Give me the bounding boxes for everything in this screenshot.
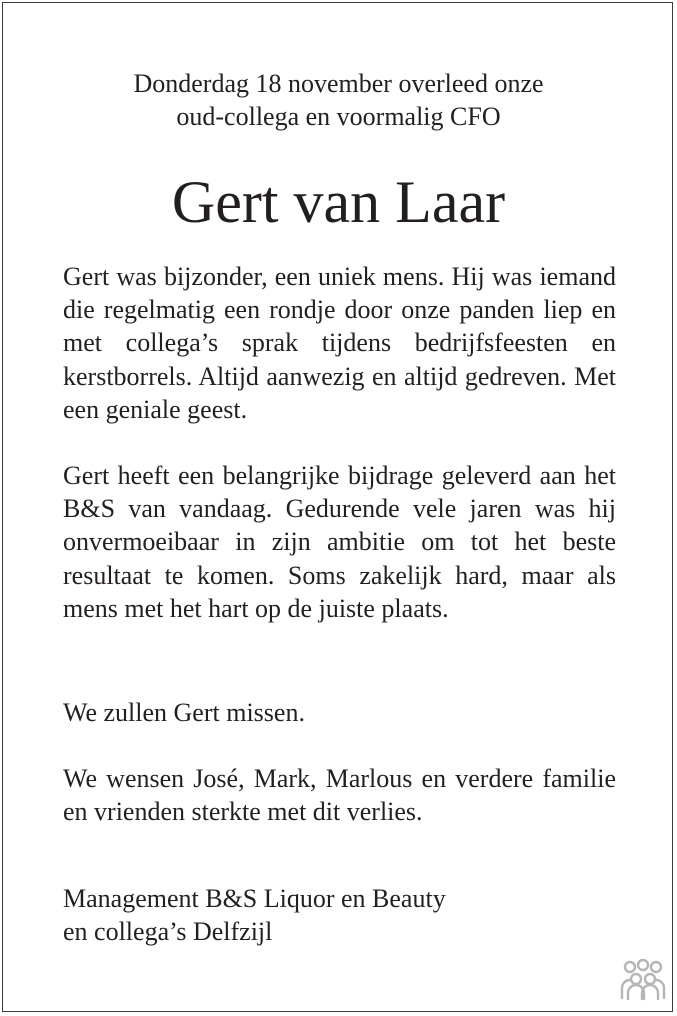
paragraph-tribute: Gert was bijzonder, een uniek mens. Hij was iemand die regelmatig een rondje door onze panden liep en met collega’s sprak tijdens bedrijfsfeesten en kerstborrels. Altijd aanwezig en altijd gedreven. Met een geniale geest. [63,262,616,424]
signature [63,882,616,948]
people-group-icon [618,958,668,1002]
intro-line-1: Donderdag 18 november overleed onze [133,69,544,98]
paragraph-missing: We zullen Gert missen. [63,698,305,727]
signature-line-2: en collega’s Delfzijl [63,917,273,946]
notice-intro [0,67,677,133]
paragraph-contribution: Gert heeft een belangrijke bijdrage geleverd aan het B&S van vandaag. Gedurende vele jaren was hij onvermoeibaar in zijn ambitie om tot het beste resultaat te komen. Soms zakelijk hard, maar als mens met het hart op de juiste plaats. [63,461,616,623]
intro-line-2: oud-collega en voormalig CFO [176,102,501,131]
signature-line-1: Management B&S Liquor en Beauty [63,884,446,913]
deceased-name: Gert van Laar [171,169,506,235]
paragraph-condolences: We wensen José, Mark, Marlous en verdere familie en vrienden sterkte met dit verlies. [63,764,616,827]
